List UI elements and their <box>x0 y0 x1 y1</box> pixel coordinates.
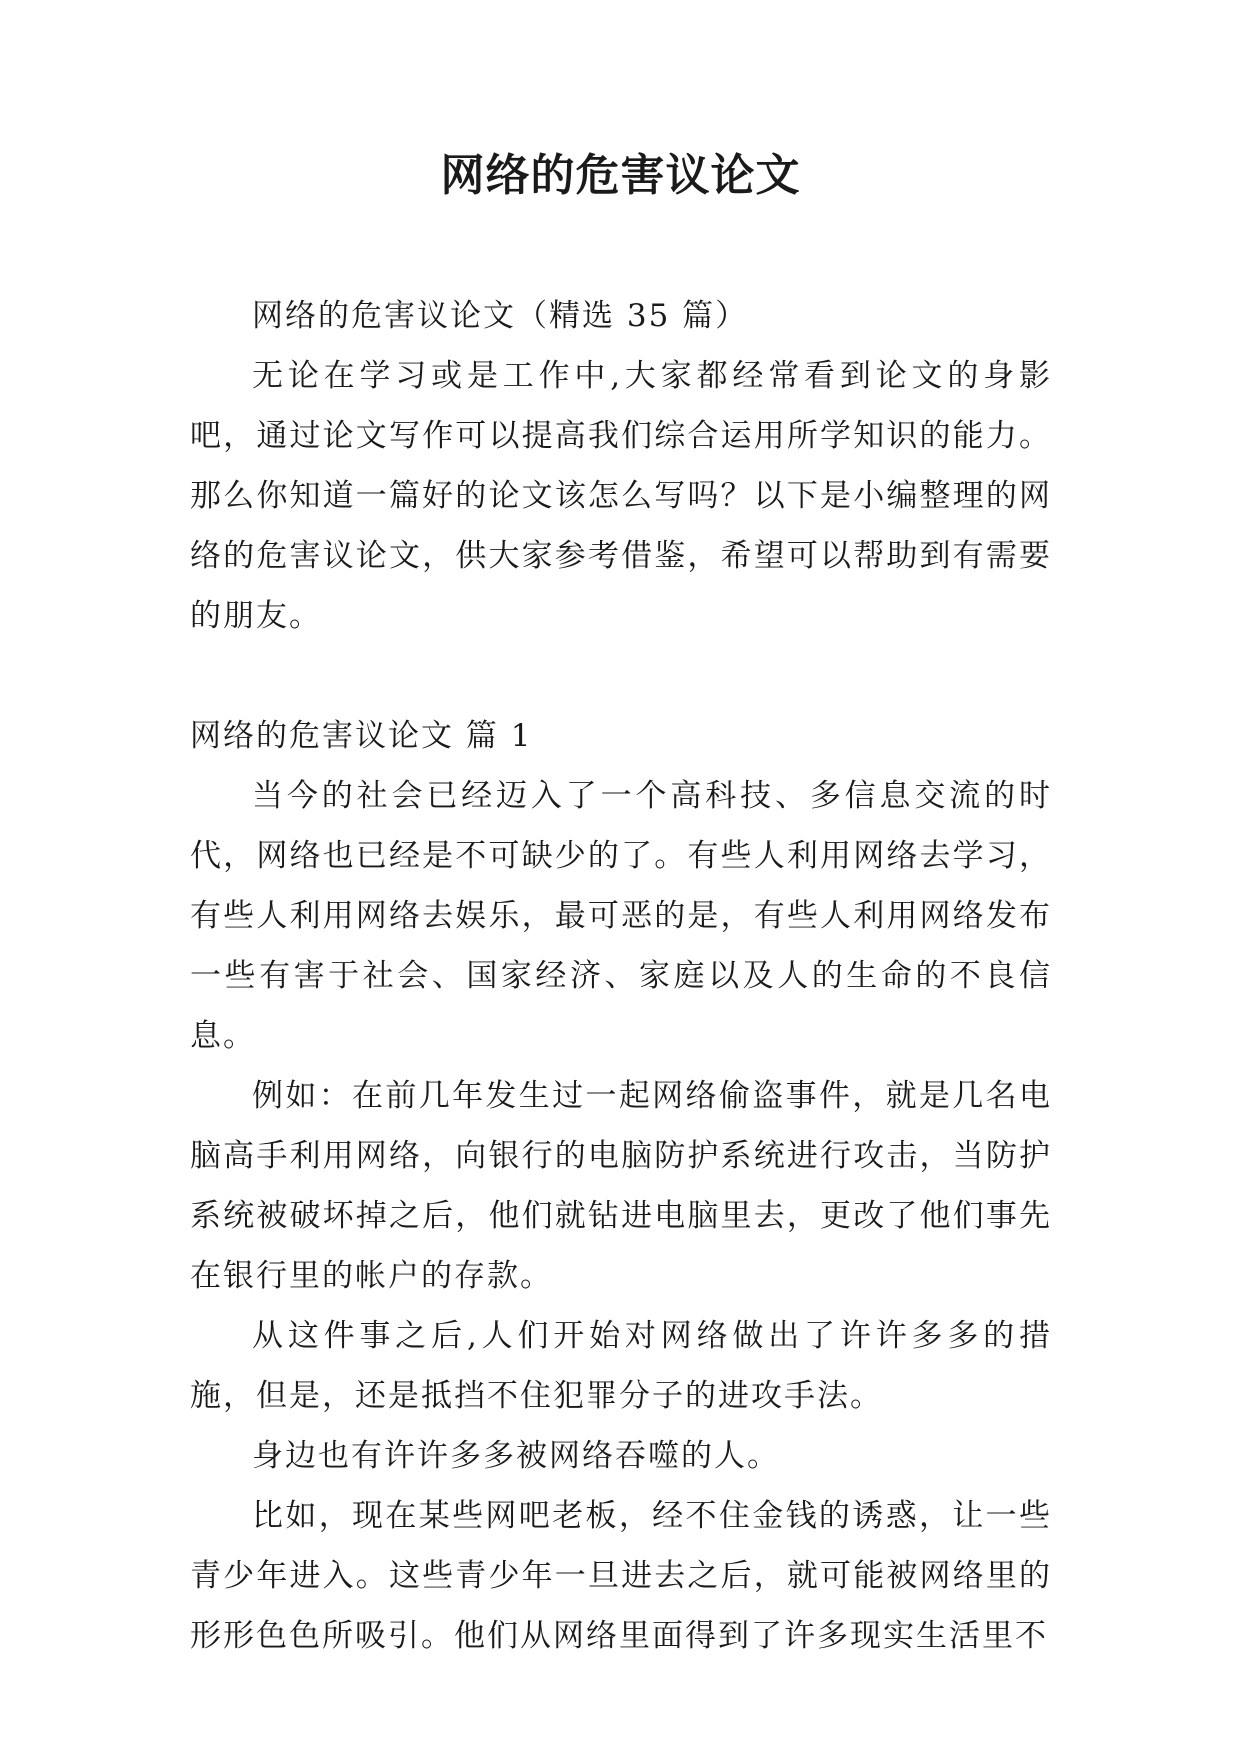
document-title: 网络的危害议论文 <box>440 150 801 201</box>
section-heading: 网络的危害议论文 篇 1 <box>190 718 533 754</box>
body-paragraph: 身边也有许许多多被网络吞噬的人。 <box>252 1438 780 1474</box>
body-paragraph: 从这件事之后,人们开始对网络做出了许许多多的措施，但是，还是抵挡不住犯罪分子的进攻手法。 <box>190 1318 1052 1414</box>
document-subtitle: 网络的危害议论文（精选 35 篇） <box>252 298 749 334</box>
body-paragraph: 比如，现在某些网吧老板，经不住金钱的诱惑，让一些青少年进入。这些青少年一旦进去之后，就可能被网络里的形形色色所吸引。他们从网络里面得到了许多现实生活里不 <box>190 1498 1052 1654</box>
body-paragraph: 当今的社会已经迈入了一个高科技、多信息交流的时代，网络也已经是不可缺少的了。有些人利用网络去学习，有些人利用网络去娱乐，最可恶的是，有些人利用网络发布一些有害于社会、国家经济、家庭以及人的生命的不良信息。 <box>190 778 1052 1054</box>
document-body <box>190 286 1052 1666</box>
body-paragraph: 例如：在前几年发生过一起网络偷盗事件，就是几名电脑高手利用网络，向银行的电脑防护系统进行攻击，当防护系统被破坏掉之后，他们就钻进电脑里去，更改了他们事先在银行里的帐户的存款。 <box>190 1078 1052 1294</box>
intro-paragraph: 无论在学习或是工作中,大家都经常看到论文的身影吧，通过论文写作可以提高我们综合运用所学知识的能力。那么你知道一篇好的论文该怎么写吗？以下是小编整理的网络的危害议论文，供大家参考借鉴，希望可以帮助到有需要的朋友。 <box>190 358 1052 634</box>
